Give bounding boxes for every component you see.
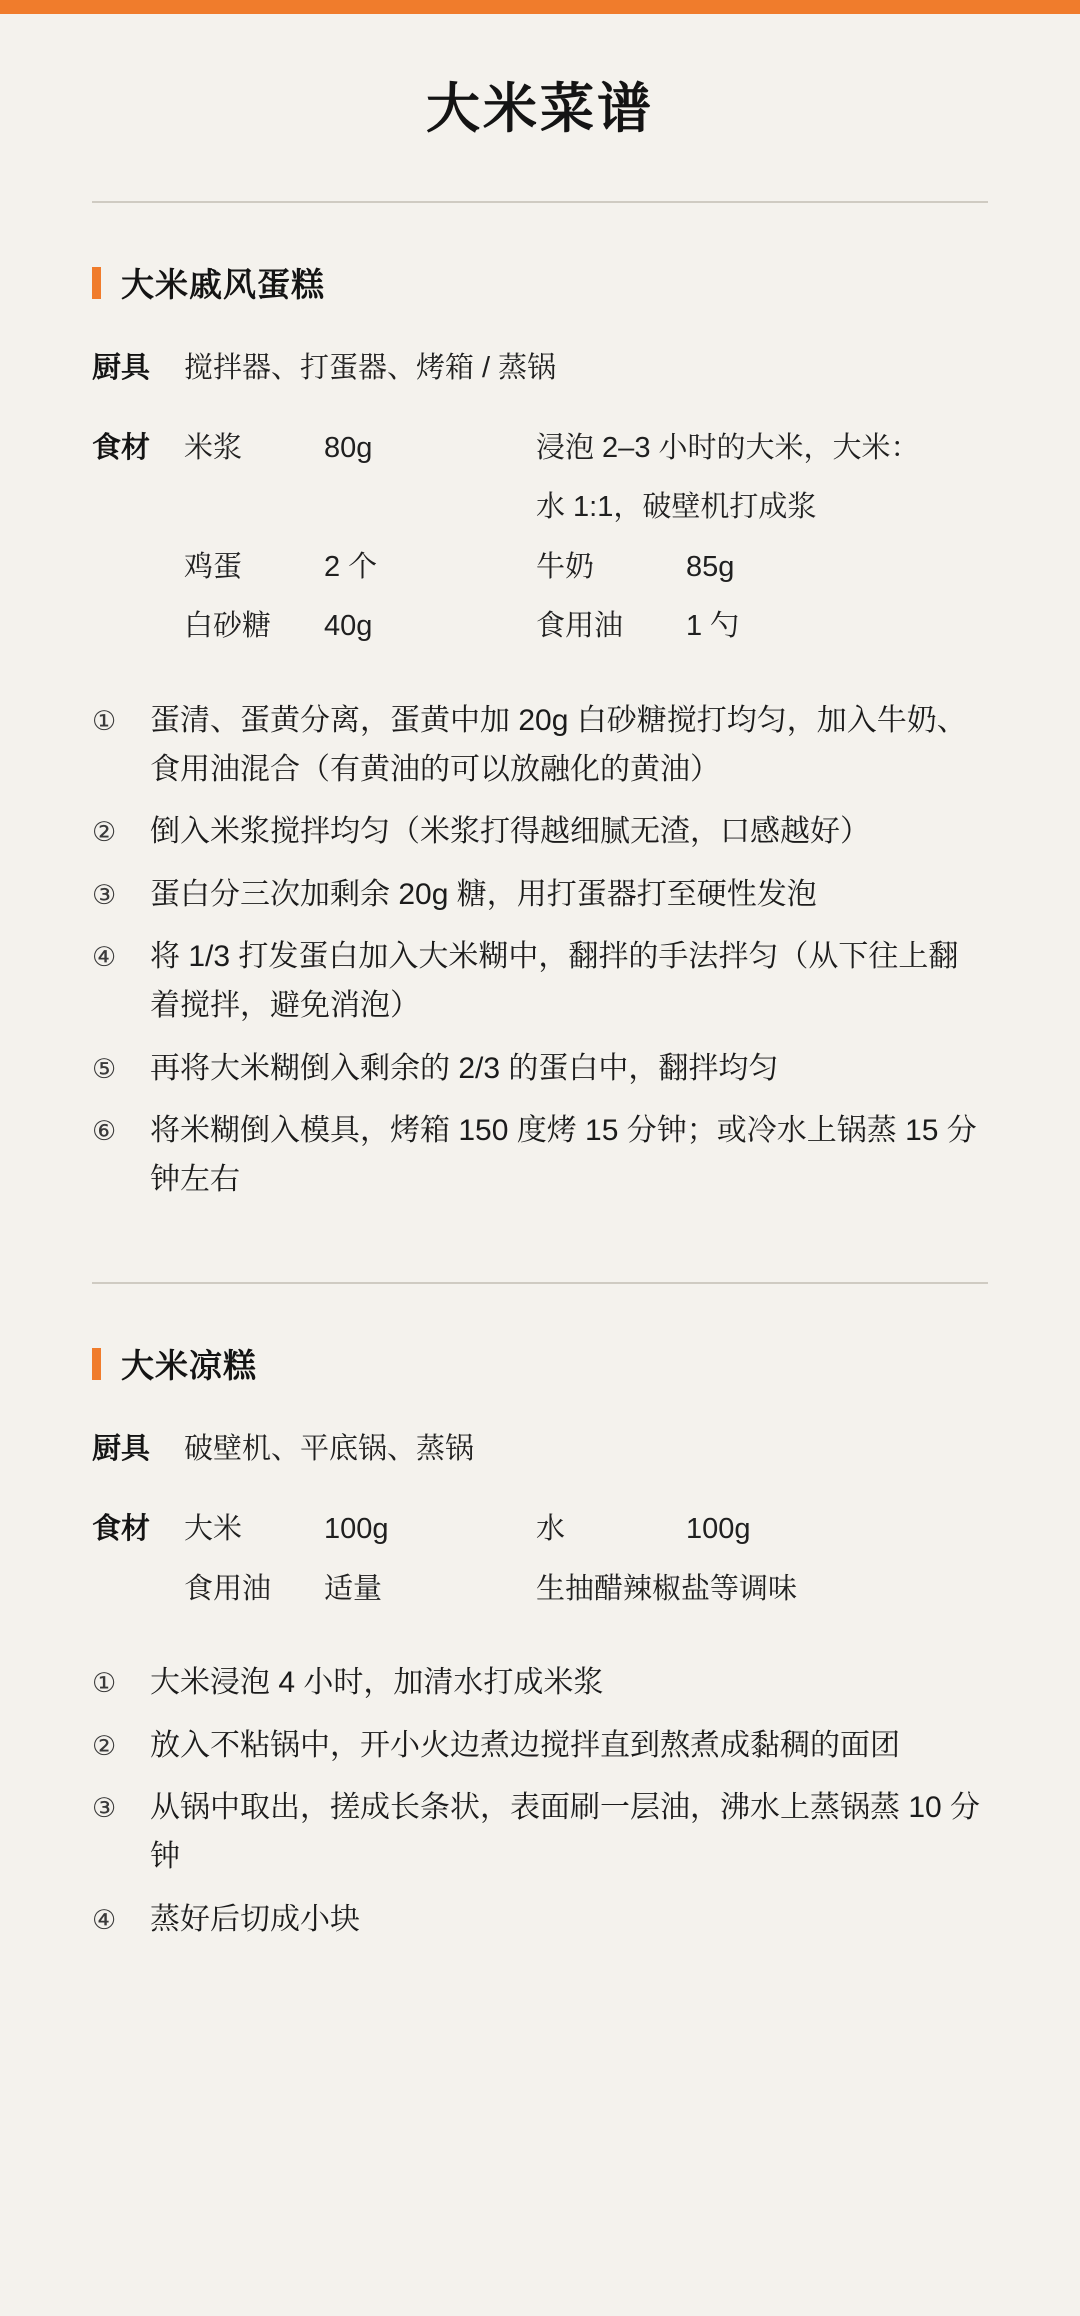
step-text: 大米浸泡 4 小时，加清水打成米浆 [150, 1666, 604, 1700]
ingredient-amount-2: 85g [686, 550, 735, 583]
step-text: 蒸好后切成小块 [150, 1902, 360, 1936]
ingredient-name: 食用油 [184, 1572, 272, 1605]
step-number: ⑤ [92, 1053, 117, 1084]
step-number: ① [92, 1668, 117, 1699]
ingredient-name-2: 浸泡 2–3 小时的大米，大米： [536, 431, 920, 464]
ingredient-amount-2: 1 勺 [686, 610, 740, 643]
ingredient-name-2: 食用油 [536, 610, 624, 643]
step-text: 蛋清、蛋黄分离，蛋黄中加 20g 白砂糖搅打均匀，加入牛奶、食用油混合（有黄油的可以放融化的黄油） [150, 703, 967, 786]
step-text: 再将大米糊倒入剩余的 2/3 的蛋白中，翻拌均匀 [150, 1051, 779, 1085]
section-marker-icon [92, 1348, 101, 1380]
ingredient-name-2: 水 [536, 1513, 566, 1546]
tools-value: 破壁机、平底锅、蒸锅 [184, 1433, 475, 1466]
tools-label: 厨具 [92, 352, 151, 384]
step-text: 蛋白分三次加剩余 20g 糖，用打蛋器打至硬性发泡 [150, 877, 817, 911]
step-text: 从锅中取出，搓成长条状，表面刷一层油，沸水上蒸锅蒸 10 分钟 [150, 1791, 981, 1873]
tools-label: 厨具 [92, 1433, 151, 1466]
step-item [92, 1784, 988, 1881]
ingredient-name: 鸡蛋 [184, 550, 243, 583]
section-1-tools-row [92, 346, 988, 391]
step-item [92, 808, 988, 857]
step-item [92, 1722, 988, 1771]
ingredient-row [92, 1568, 988, 1612]
ingredient-amount: 80g [324, 431, 373, 464]
section-2-ingredients [92, 1508, 988, 1611]
ingredient-row [92, 605, 988, 649]
section-2-steps [92, 1659, 988, 1944]
section-1-title: 大米戚风蛋糕 [121, 266, 325, 303]
step-item [92, 1045, 988, 1094]
ingredient-amount-2: 100g [686, 1513, 751, 1546]
ingredient-amount: 40g [324, 610, 373, 643]
step-number: ② [92, 817, 117, 848]
ingredients-label: 食材 [92, 431, 151, 464]
section-2-title: 大米凉糕 [121, 1347, 257, 1385]
step-text: 倒入米浆搅拌均匀（米浆打得越细腻无渣，口感越好） [150, 815, 870, 849]
ingredient-row [92, 427, 988, 471]
step-number: ⑥ [92, 1116, 117, 1147]
ingredient-name-2: 生抽醋辣椒盐等调味 [536, 1572, 798, 1605]
step-item [92, 1896, 988, 1945]
step-number: ② [92, 1730, 117, 1761]
ingredient-row [92, 1508, 988, 1552]
step-text: 将米糊倒入模具，烤箱 150 度烤 15 分钟；或冷水上锅蒸 15 分钟左右 [150, 1114, 977, 1196]
tools-value: 搅拌器、打蛋器、烤箱 / 蒸锅 [184, 352, 557, 384]
ingredient-name: 大米 [184, 1513, 243, 1546]
top-accent-bar [0, 0, 1080, 14]
step-number: ① [92, 705, 117, 736]
ingredient-row [92, 486, 988, 530]
section-2-tools-row [92, 1427, 988, 1472]
section-marker-icon [92, 267, 101, 299]
section-2-heading [92, 1340, 988, 1387]
ingredient-row [92, 546, 988, 590]
title-divider [92, 201, 988, 203]
step-item [92, 697, 988, 794]
step-number: ④ [92, 1904, 117, 1935]
step-text: 放入不粘锅中，开小火边煮边搅拌直到熬煮成黏稠的面团 [150, 1728, 900, 1762]
step-number: ③ [92, 879, 117, 910]
section-1-ingredients [92, 427, 988, 649]
ingredient-name: 白砂糖 [184, 610, 272, 643]
section-1-steps [92, 697, 988, 1204]
step-item [92, 1107, 988, 1204]
step-item [92, 1659, 988, 1708]
recipe-section-2 [0, 1340, 1080, 1944]
step-item [92, 933, 988, 1030]
step-number: ③ [92, 1793, 117, 1824]
section-1-heading [92, 259, 988, 306]
ingredient-amount: 100g [324, 1513, 389, 1546]
ingredients-label: 食材 [92, 1513, 151, 1546]
step-number: ④ [92, 942, 117, 973]
ingredient-name-2: 牛奶 [536, 550, 595, 583]
recipe-section-1 [0, 259, 1080, 1204]
section-divider [92, 1282, 988, 1284]
step-item [92, 871, 988, 920]
ingredient-amount: 适量 [324, 1572, 383, 1605]
ingredient-name-2: 水 1:1，破壁机打成浆 [536, 491, 817, 524]
ingredient-name: 米浆 [184, 431, 243, 464]
ingredient-amount: 2 个 [324, 550, 378, 583]
page-title: 大米菜谱 [426, 79, 654, 139]
step-text: 将 1/3 打发蛋白加入大米糊中，翻拌的手法拌匀（从下往上翻着搅拌，避免消泡） [150, 940, 959, 1022]
